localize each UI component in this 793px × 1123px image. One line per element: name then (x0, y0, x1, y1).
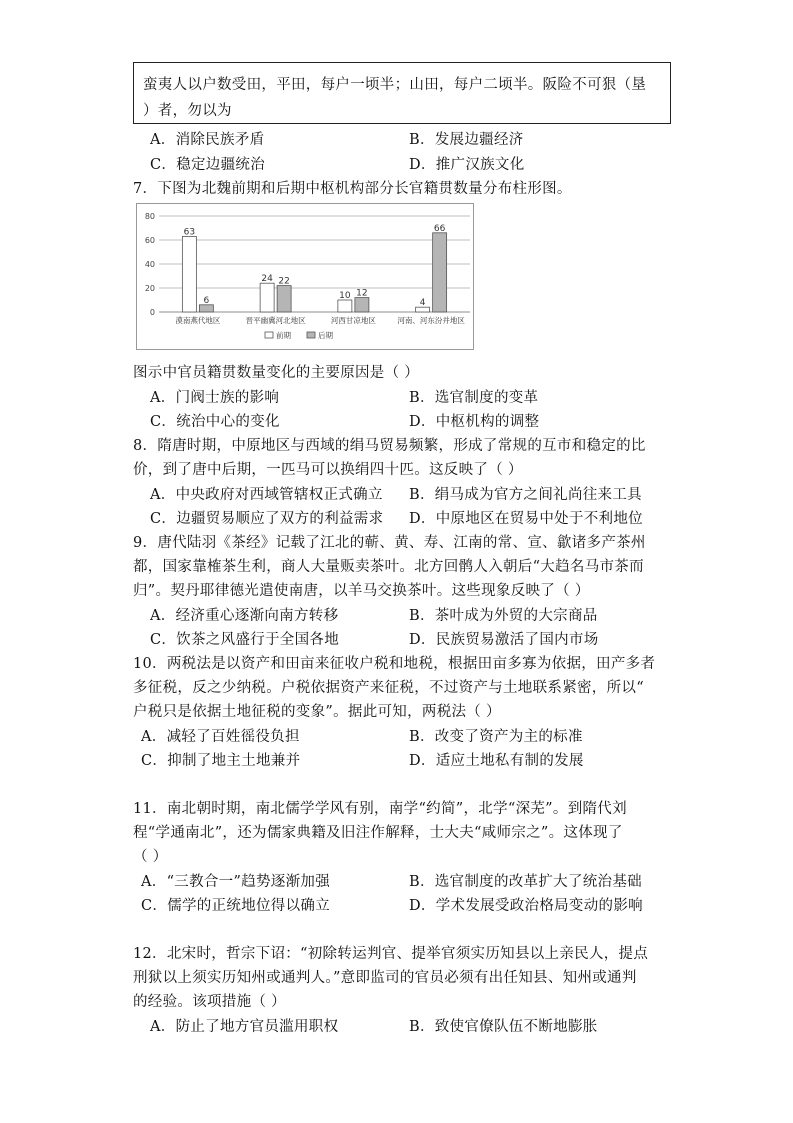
bar-chart (136, 203, 474, 350)
q12-option-a[interactable]: A．防止了地方官员滥用职权 (150, 1019, 339, 1035)
q11-line-2: 程“学通南北”，还为儒家典籍及旧注作解释，士大夫“咸师宗之”。这体现了 (133, 825, 623, 841)
q10-line-1: 10．两税法是以资产和田亩来征收户税和地税，根据田亩多寡为依据，田产多者 (133, 656, 656, 672)
q8-option-b[interactable]: B．绢马成为官方之间礼尚往来工具 (409, 487, 642, 503)
q8-line-2: 价，到了唐中后期，一匹马可以换绢四十匹。这反映了（ ） (133, 462, 523, 478)
q11-option-d[interactable]: D．学术发展受政治格局变动的影响 (409, 898, 643, 914)
q7-option-d[interactable]: D．中枢机构的调整 (409, 414, 540, 430)
q10-option-c[interactable]: C．抑制了地主土地兼并 (141, 753, 301, 769)
data-label: 4 (419, 298, 426, 309)
data-label: 6 (203, 295, 210, 306)
data-label: 10 (339, 291, 351, 301)
legend-swatch (307, 332, 315, 338)
q9-line-3: 归”。契丹耶律德光遣使南唐，以羊马交换茶叶。这些现象反映了（ ） (133, 583, 590, 599)
bar (182, 236, 196, 312)
x-tick-label: 晋平幽冀河北地区 (245, 316, 306, 325)
q8-line-1: 8．隋唐时期，中原地区与西域的绢马贸易频繁，形成了常规的互市和稳定的比 (133, 438, 646, 454)
q8-option-d[interactable]: D．中原地区在贸易中处于不利地位 (409, 511, 643, 527)
q12-line-1: 12．北宋时，哲宗下诏：“初除转运判官、提举官须实历知县以上亲民人，提点 (133, 946, 649, 962)
legend-label: 后期 (318, 331, 333, 340)
bar (260, 283, 274, 312)
q6-option-b[interactable]: B．发展边疆经济 (409, 132, 524, 148)
q6-option-d[interactable]: D．推广汉族文化 (409, 157, 525, 173)
quote-line-1: 蛮夷人以户数受田，平田，每户一顷半；山田，每户二顷半。阪险不可狠（垦 (143, 77, 647, 93)
q6-option-c[interactable]: C．稳定边疆统治 (150, 157, 265, 173)
data-label: 24 (261, 274, 273, 285)
bar (355, 298, 369, 312)
q10-line-3: 户税只是依据土地征税的变象”。据此可知，两税法（ ） (133, 704, 501, 720)
q8-option-c[interactable]: C．边疆贸易顺应了双方的利益需求 (150, 511, 384, 527)
q11-option-a[interactable]: A．“三教合一”趋势逐渐加强 (141, 874, 330, 890)
bar-chart-svg (137, 204, 475, 351)
q8-option-a[interactable]: A．中央政府对西域管辖权正式确立 (150, 487, 383, 503)
y-tick-label: 20 (144, 284, 155, 293)
q9-line-1: 9．唐代陆羽《茶经》记载了江北的蕲、黄、寿、江南的常、宣、歙诸多产茶州 (133, 535, 646, 551)
y-tick-label: 60 (144, 236, 155, 245)
q9-option-b[interactable]: B．茶叶成为外贸的大宗商品 (409, 608, 598, 624)
data-label: 22 (278, 276, 290, 287)
q10-option-a[interactable]: A．减轻了百姓徭役负担 (141, 729, 300, 745)
bar (338, 300, 352, 312)
q10-option-b[interactable]: B．改变了资产为主的标准 (409, 729, 583, 745)
q12-option-b[interactable]: B．致使官僚队伍不断地膨胀 (409, 1019, 598, 1035)
legend-label: 前期 (276, 331, 291, 340)
x-tick-label: 河西甘凉地区 (330, 316, 376, 325)
quote-box (133, 62, 671, 124)
q12-line-3: 的经验。该项措施（ ） (133, 994, 286, 1010)
q7-option-a[interactable]: A．门阀士族的影响 (150, 390, 280, 406)
q11-line-3: （ ） (133, 849, 168, 865)
q6-option-a[interactable]: A．消除民族矛盾 (150, 132, 265, 148)
y-tick-label: 0 (149, 308, 155, 317)
y-tick-label: 40 (144, 260, 155, 269)
q10-line-2: 多征税，反之少纳税。户税依据资产来征税，不过资产与土地联系紧密，所以“ (133, 680, 644, 696)
y-tick-label: 80 (144, 212, 155, 221)
bar (199, 305, 213, 312)
q9-line-2: 都，国家靠榷茶生利，商人大量贩卖茶叶。北方回鹘人入朝后“大趋名马市茶而 (133, 559, 644, 575)
bar (433, 233, 447, 312)
q10-option-d[interactable]: D．适应土地私有制的发展 (409, 753, 584, 769)
data-label: 66 (433, 223, 446, 234)
q11-option-b[interactable]: B．选官制度的改革扩大了统治基础 (409, 874, 642, 890)
q11-option-c[interactable]: C．儒学的正统地位得以确立 (141, 898, 330, 914)
x-tick-label: 漠南燕代地区 (175, 316, 221, 325)
q9-option-a[interactable]: A．经济重心逐渐向南方转移 (150, 608, 339, 624)
q7-option-b[interactable]: B．选官制度的变革 (409, 390, 539, 406)
data-label: 63 (183, 227, 196, 238)
q7-option-c[interactable]: C．统治中心的变化 (150, 414, 280, 430)
q9-option-d[interactable]: D．民族贸易激活了国内市场 (409, 632, 599, 648)
q7-stem: 7．下图为北魏前期和后期中枢机构部分长官籍贯数量分布柱形图。 (133, 181, 572, 197)
quote-line-2: ）者，勿以为 (143, 103, 232, 119)
x-tick-label: 河南、河东汾并地区 (397, 316, 465, 325)
q9-option-c[interactable]: C．饮茶之风盛行于全国各地 (150, 632, 339, 648)
bar (277, 286, 291, 312)
q11-line-1: 11．南北朝时期，南北儒学学风有别，南学“约简”，北学“深芜”。到隋代刘 (133, 801, 627, 817)
legend-swatch (265, 332, 273, 338)
q12-line-2: 刑狱以上须实历知州或通判人。”意即监司的官员必须有出任知县、知州或通判 (133, 970, 637, 986)
data-label: 12 (356, 288, 368, 299)
q7-question: 图示中官员籍贯数量变化的主要原因是（ ） (133, 365, 420, 381)
